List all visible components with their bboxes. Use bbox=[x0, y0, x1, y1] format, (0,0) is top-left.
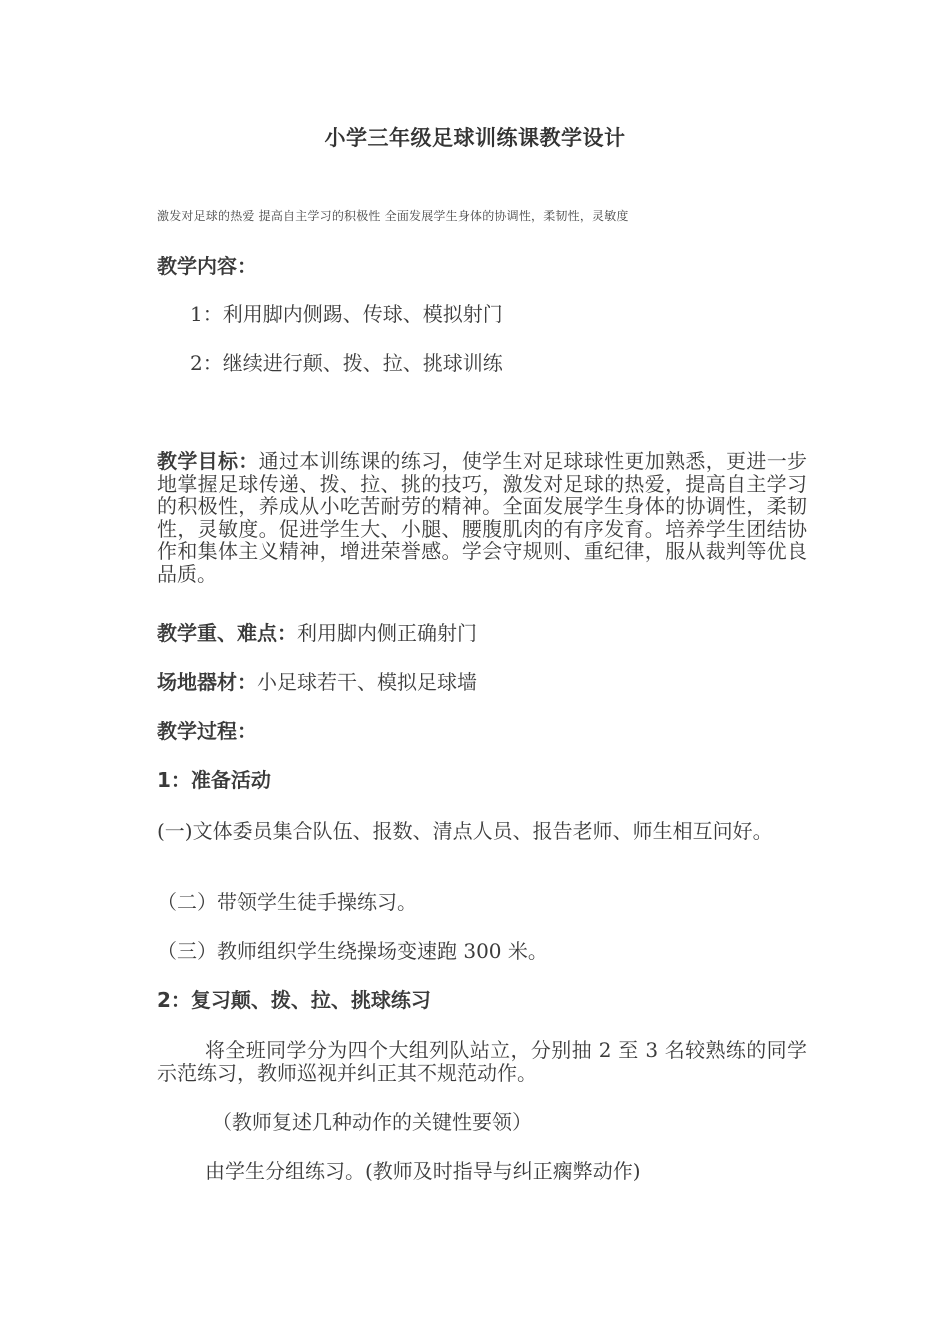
document-summary: 激发对足球的热爱 提高自主学习的积极性 全面发展学生身体的协调性，柔韧性，灵敏度 bbox=[157, 209, 629, 223]
objectives-paragraph bbox=[157, 450, 807, 585]
equipment-line bbox=[157, 671, 477, 693]
objectives-label: 教学目标： bbox=[157, 449, 259, 473]
process-heading: 教学过程： bbox=[157, 719, 257, 743]
section2-heading: 2：复习颠、拨、拉、挑球练习 bbox=[157, 988, 431, 1012]
keypoints-line bbox=[157, 622, 477, 644]
objectives-text: 通过本训练课的练习，使学生对足球球性更加熟悉，更进一步地掌握足球传递、拨、拉、挑的技巧，激发对足球的热爱，提高自主学习的积极性，养成从小吃苦耐劳的精神。全面发展学生身体的协调性，柔韧性，灵敏度。促进学生大、小腿、腰腹肌肉的有序发育。培养学生团结协作和集体主义精神，增进荣誉感。学会守规则、重纪律，服从裁判等优良品质。 bbox=[157, 449, 808, 586]
content-item-1: 1：利用脚内侧踢、传球、模拟射门 bbox=[190, 302, 503, 326]
equipment-text: 小足球若干、模拟足球墙 bbox=[257, 670, 477, 694]
section1-heading: 1：准备活动 bbox=[157, 768, 271, 792]
section1-item-3: （三）教师组织学生绕操场变速跑 300 米。 bbox=[157, 939, 548, 963]
equipment-label: 场地器材： bbox=[157, 670, 257, 694]
keypoints-label: 教学重、难点： bbox=[157, 621, 297, 645]
section2-practice: 由学生分组练习。(教师及时指导与纠正瘸弊动作) bbox=[205, 1159, 641, 1183]
section1-item-1: (一)文体委员集合队伍、报数、清点人员、报告老师、师生相互问好。 bbox=[157, 819, 773, 843]
content-item-2: 2：继续进行颠、拨、拉、挑球训练 bbox=[190, 351, 503, 375]
section1-item-2: （二）带领学生徒手操练习。 bbox=[157, 890, 417, 914]
keypoints-text: 利用脚内侧正确射门 bbox=[297, 621, 477, 645]
document-title: 小学三年级足球训练课教学设计 bbox=[324, 126, 626, 150]
section2-note: （教师复述几种动作的关键性要领） bbox=[212, 1110, 532, 1134]
content-heading: 教学内容： bbox=[157, 254, 257, 278]
section2-paragraph: 将全班同学分为四个大组列队站立，分别抽 2 至 3 名较熟练的同学示范练习，教师巡视并纠正其不规范动作。 bbox=[157, 1038, 807, 1085]
